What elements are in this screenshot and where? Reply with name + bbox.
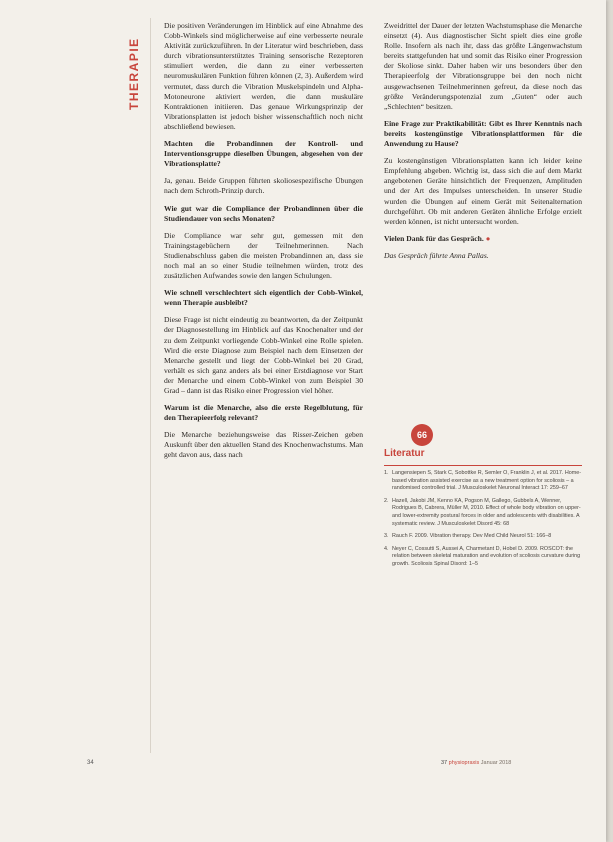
end-mark-icon: ●	[485, 233, 491, 243]
reference-number: 4.	[384, 545, 389, 552]
reference-item	[384, 498, 582, 528]
section-label: THERAPIE	[127, 37, 141, 110]
reference-text: Rauch F. 2009. Vibration therapy. Dev Med Child Neurol 51: 166–8	[392, 533, 552, 540]
interview-question: Wie gut war die Compliance der Probandinnen über die Studiendauer von sechs Monaten?	[164, 203, 363, 223]
reference-number: 2.	[384, 497, 389, 504]
reference-item	[384, 470, 582, 493]
reference-text: Neyer C, Cossutti S, Aussei A, Charmetant D, Hobel D. 2009. ROSCOT: the relation between skeletal maturation and evolution of scoliosis curvature during growth. Scoliosis Spinal Disord: 1–5	[392, 545, 581, 567]
interview-question: Machten die Probandinnen der Kontroll- und Interventionsgruppe dieselben Übungen, abgesehen von der Vibrationsplatte?	[164, 139, 363, 169]
body-paragraph: Diese Frage ist nicht eindeutig zu beantworten, da der Zeitpunkt der Diagnosestellung im Hinblick auf das Knochenalter und der zu dem Zeitpunkt vorliegende Cobb-Winkel eine Rolle spielen. Wird die erste Diagnose zum Beispiel nach dem Einsetzen der Menarche gestellt und liegt der Cobb-Winkel bei 20 Grad, verhält es sich ganz anders als bei einer Erstdiagnose vor Start der Menarche und einem Cobb-Winkel von zum Beispiel 30 Grad – dann ist das Risiko einer Progression viel höher.	[164, 315, 363, 395]
issue-date: Januar 2018	[480, 760, 512, 766]
literature-header	[384, 430, 582, 468]
left-column	[164, 21, 363, 468]
magazine-name: physiopraxis	[448, 760, 480, 766]
reference-number: 1.	[384, 470, 389, 476]
reference-item	[384, 533, 582, 541]
body-paragraph: Die Menarche beziehungsweise das Risser-Zeichen geben Auskunft über den aktuellen Stand des Knochenwachstums. Man geht davon aus, dass nach	[164, 430, 363, 460]
right-page-number: 37	[441, 760, 448, 766]
literature-badge: 66	[411, 424, 433, 446]
reference-number: 3.	[384, 533, 389, 540]
body-paragraph: Die positiven Veränderungen im Hinblick auf eine Abnahme des Cobb-Winkels sind möglicherweise auf eine verbesserte neurale Aktivität zurückzuführen. In der Literatur wird beschrieben, dass durch vibrationsunterstütztes Training sensorische Rezeptoren stimuliert werden, die dann zu einer verbesserten neuromuskulären Funktion führen können (2, 3). Außerdem wird vermutet, dass durch die Vibration Muskelspindeln und Alpha-Motoneurone aktiviert werden, die dann muskuläre Kontraktionen initiieren. Das genaue Wirkungsprinzip der Vibrationsplatten ist jedoch bisher wissenschaftlich noch nicht abschließend bewiesen.	[164, 21, 363, 131]
body-paragraph: Ja, genau. Beide Gruppen führten skoliosespezifische Übungen nach dem Schroth-Prinzip durch.	[164, 176, 363, 196]
reference-text: Langensiepen S, Stark C, Sobottke R, Semler O, Franklin J, et al. 2017. Home-based vibration assisted exercise as a new treatment option for scoliosis – a randomised controlled trial. J Musculoskelet Neuronal Interact 17: 259–67	[392, 470, 582, 492]
page-footer	[441, 760, 591, 766]
reference-item	[384, 546, 582, 569]
reference-text: Hazell, Jakobi JM, Kenno KA, Pogson M, Gallego, Gubbels A, Wenner, Rodrigues B, Cabrera, Müller M, 2010. Effect of whole body vibration on upper- and lower-extremity postural forces in older and adolescents with disabilities. A systematic review. J Musculoskelet Disord 45: 68	[392, 497, 581, 527]
body-paragraph: Zu kostengünstigen Vibrationsplatten kann ich leider keine Empfehlung abgeben. Wichtig ist, dass sich die auf dem Markt angebotenen Geräte hinsichtlich der Frequenzen, Amplituden und der Art des Impulses unterscheiden. In unserer Studie wurden die Übungen auf einem Gerät mit Seitenalternation durchgeführt. Ob mit anderen Geräten ähnliche Erfolge erzielt werden können, ist nicht untersucht worden.	[384, 156, 582, 226]
interview-question: Eine Frage zur Praktikabilität: Gibt es Ihrer Kenntnis nach bereits kostengünstige Vibrationsplattformen für die Anwendung zu Hause?	[384, 118, 582, 149]
literature-title: Literatur	[384, 448, 425, 459]
interview-question: Warum ist die Menarche, also die erste Regelblutung, für den Therapieerfolg relevant?	[164, 403, 363, 423]
literature-rule	[384, 465, 582, 466]
body-paragraph: Die Compliance war sehr gut, gemessen mit den Trainingstagebüchern der Teilnehmerinnen. Nach Studienabschluss gaben die meisten Probandinnen an, dass sie noch mal an so einer Studie teilnehmen würden, trotz des zusätzlichen Aufwandes sowie den langen Schulungen.	[164, 230, 363, 281]
body-paragraph: Zweidrittel der Dauer der letzten Wachstumsphase die Menarche einsetzt (4). Aus diagnostischer Sicht spielt dies eine große Rolle. Insofern als nach ihr, dass das größte Längenwachstum bereits stattgefunden hat und somit das Risiko einer Progression der Skoliose sinkt. Daher haben wir uns besonders über den Therapieerfolg der Vibrationsgruppe bei den noch nicht ausgewachsenen Teilnehmerinnen gefreut, da diese noch das größte Veränderungspotenzial zum „Guten“ oder auch „Schlechten“ besitzen.	[384, 21, 582, 111]
interview-question: Wie schnell verschlechtert sich eigentlich der Cobb-Winkel, wenn Therapie ausbleibt?	[164, 288, 363, 308]
right-column	[384, 21, 582, 268]
left-page-number: 34	[87, 760, 94, 766]
interviewer-credit: Das Gespräch führte Anna Pallas.	[384, 250, 489, 260]
closing-thanks: Vielen Dank für das Gespräch. ●	[384, 233, 491, 243]
reference-list	[384, 470, 582, 574]
column-rule	[150, 18, 151, 753]
